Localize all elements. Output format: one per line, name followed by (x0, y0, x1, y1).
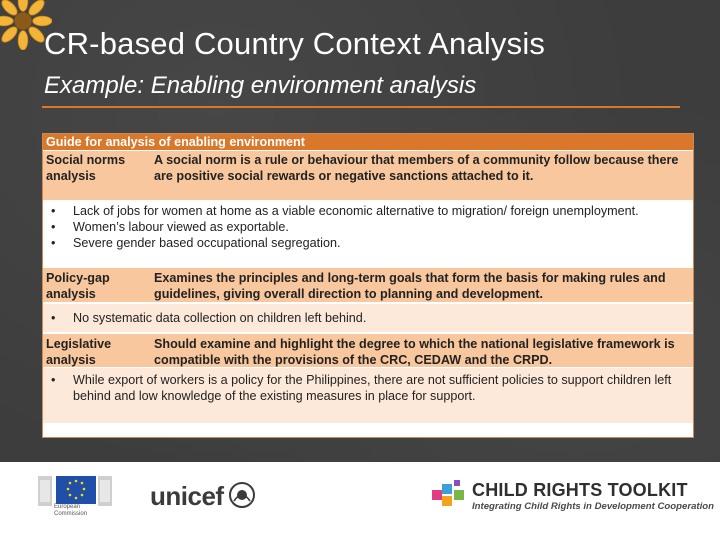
list-item: • Severe gender based occupational segregation. (43, 235, 693, 251)
unicef-logo-text: unicef (150, 481, 224, 511)
legislative-label: Legislative analysis (46, 337, 112, 367)
policy-gap-findings (43, 303, 693, 333)
slide-title: CR-based Country Context Analysis (44, 26, 546, 61)
social-norms-description: A social norm is a rule or behaviour that members of a community follow because there are positive social rewards or negative sanctions attached to it. (154, 153, 679, 183)
social-norms-row (43, 150, 693, 201)
unicef-emblem-icon (228, 481, 256, 509)
footer-logos (0, 462, 720, 540)
slide-subtitle: Example: Enabling environment analysis (44, 72, 477, 99)
social-norms-findings (43, 201, 693, 267)
policy-gap-description: Examines the principles and long-term goals that form the basis for making rules and guidelines, giving overall direction to planning and development. (154, 271, 666, 301)
list-item: • No systematic data collection on children left behind. (43, 310, 693, 326)
list-item: • While export of workers is a policy for the Philippines, there are not sufficient policies to support children left behind and low knowledge of the existing measures in place for support. (43, 372, 693, 404)
social-norms-label: Social norms analysis (46, 153, 126, 183)
policy-gap-row (43, 267, 693, 303)
legislative-findings (43, 368, 693, 423)
toolkit-tagline: Integrating Child Rights in Development Cooperation (472, 501, 714, 512)
legislative-description: Should examine and highlight the degree to which the national legislative framework is compatible with the provisions of the CRC, CEDAW and the CRPD. (154, 337, 675, 367)
title-divider (42, 106, 680, 108)
list-item: • Women’s labour viewed as exportable. (43, 219, 693, 235)
toolkit-title: CHILD RIGHTS TOOLKIT (472, 480, 688, 500)
list-item: • Lack of jobs for women at home as a viable economic alternative to migration/ foreign unemployment. (43, 203, 693, 219)
legislative-row (43, 333, 693, 368)
analysis-table (42, 133, 694, 438)
child-rights-toolkit-logo-icon (432, 480, 468, 510)
policy-gap-label: Policy-gap analysis (46, 271, 110, 301)
table-header: Guide for analysis of enabling environment (43, 134, 693, 150)
eu-caption: European Commission (54, 504, 88, 517)
